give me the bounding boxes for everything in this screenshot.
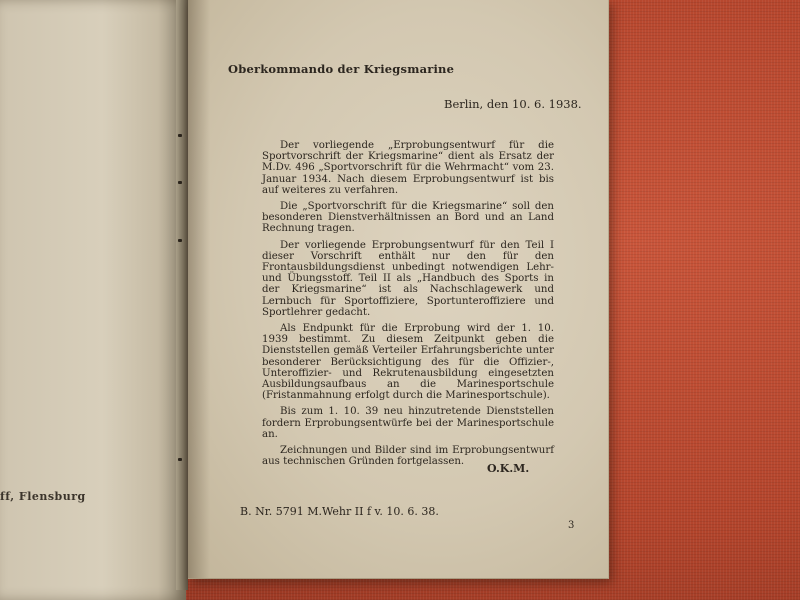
reference-number: B. Nr. 5791 M.Wehr II f v. 10. 6. 38. bbox=[240, 505, 439, 518]
gutter-shadow bbox=[188, 0, 210, 578]
paragraph: Bis zum 1. 10. 39 neu hinzutretende Dienststellen fordern Erprobungsentwürfe bei der Marinesportschule an. bbox=[262, 406, 554, 440]
paragraph: Die „Sportvorschrift für die Kriegsmarine“ soll den besonderen Dienstverhältnissen an Bord und an Land Rechnung tragen. bbox=[262, 201, 554, 235]
binding-staple-mark bbox=[178, 134, 182, 137]
page-number: 3 bbox=[568, 520, 575, 531]
place-date: Berlin, den 10. 6. 1938. bbox=[444, 97, 582, 111]
paragraph: Zeichnungen und Bilder sind im Erprobungsentwurf aus technischen Gründen fortgelassen. bbox=[262, 445, 554, 468]
paragraph: Der vorliegende Erprobungsentwurf für den Teil I dieser Vorschrift enthält nur den für den Frontausbildungsdienst unbedingt notwendigen Lehr- und Übungsstoff. Teil II als „Handbuch des Sports in der Kriegsmarine“ ist als Nachschlagewerk und Lernbuch für Sportoffiziere, Sportunteroffiziere und Sportlehrer gedacht. bbox=[262, 239, 554, 318]
left-page bbox=[0, 0, 186, 600]
body-text bbox=[262, 140, 554, 472]
binding-staple-mark bbox=[178, 458, 182, 461]
paragraph: Als Endpunkt für die Erprobung wird der 1. 10. 1939 bestimmt. Zu diesem Zeitpunkt geben die Dienststellen gemäß Verteiler Erfahrungsberichte unter besonderer Berücksichtigung des für die Offizier-, Unteroffizier- und Rekrutenausbildung eingesetzten Ausbildungsaufbaus an die Marinesportschule (Fristanmahnung erfolgt durch die Marinesportschule). bbox=[262, 323, 554, 402]
paragraph: Der vorliegende „Erprobungsentwurf für die Sportvorschrift der Kriegsmarine“ dient als Ersatz der M.Dv. 496 „Sportvorschrift für die Wehrmacht“ vom 23. Januar 1934. Nach diesem Erprobungsentwurf ist bis auf weiteres zu verfahren. bbox=[262, 140, 554, 196]
page-edge bbox=[176, 0, 188, 590]
signature: O.K.M. bbox=[487, 462, 530, 475]
publisher-heading: Oberkommando der Kriegsmarine bbox=[228, 62, 455, 76]
binding-staple-mark bbox=[178, 239, 182, 242]
binding-staple-mark bbox=[178, 181, 182, 184]
left-page-footer: ff, Flensburg bbox=[0, 490, 86, 503]
